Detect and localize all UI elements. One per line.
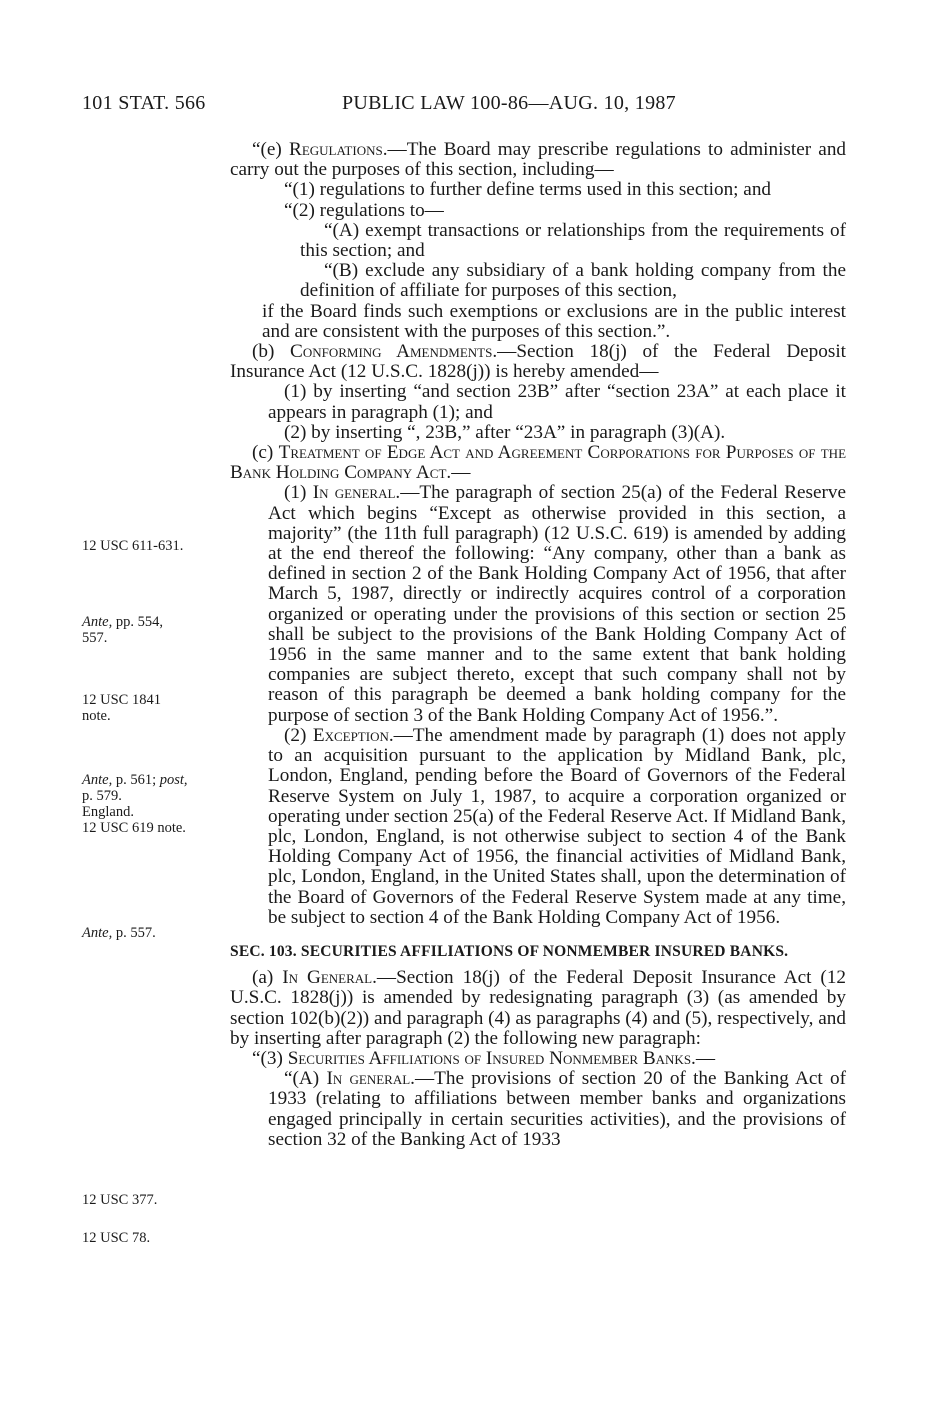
statute-page-number: 101 STAT. 566: [82, 92, 206, 114]
subparagraph-a3a-heading: In general.: [326, 1068, 415, 1090]
page-header: [82, 92, 900, 122]
section-103-heading: SEC. 103. SECURITIES AFFILIATIONS OF NONMEMBER INSURED BANKS.: [230, 942, 789, 960]
statute-body: [230, 140, 846, 1150]
subparagraph-e2b: “(B) exclude any subsidiary of a bank holding company from the definition of affiliate for purposes of this section,: [300, 260, 846, 302]
paragraph-a3-heading: Securities Affiliations of Insured Nonmember Banks.: [287, 1047, 696, 1069]
subsection-e-tail: if the Board finds such exemptions or exclusions are in the public interest and are consistent with the purposes of this section.”.: [262, 300, 846, 342]
subsection-e-heading: Regulations.: [289, 139, 388, 160]
paragraph-e2: “(2) regulations to—: [284, 199, 444, 221]
margin-note-usc-377: 12 USC 377.: [82, 1192, 158, 1208]
subsection-b: (b) Conforming Amendments.—Section 18(j) of the Federal Deposit Insurance Act (12 U.S.C. 1828(j)) is hereby amended—: [230, 341, 847, 383]
subsection-c-heading: Treatment of Edge Act and Agreement Corporations for Purposes of the Bank Holding Company Act.: [230, 442, 847, 484]
margin-note-ante-554: Ante, pp. 554, 557.: [82, 614, 163, 646]
paragraph-c1-heading: In general.: [312, 482, 401, 504]
margin-note-usc-78: 12 USC 78.: [82, 1230, 151, 1246]
margin-note-ante-557: Ante, p. 557.: [82, 925, 156, 941]
subsection-a-heading: In General.: [282, 967, 377, 989]
margin-note-usc-1841: 12 USC 1841 note.: [82, 692, 161, 724]
paragraph-e1: “(1) regulations to further define terms used in this section; and: [284, 179, 772, 201]
public-law-title: PUBLIC LAW 100-86—AUG. 10, 1987: [342, 92, 676, 114]
subparagraph-a3a: “(A) In general.—The provisions of section 20 of the Banking Act of 1933 (relating to affiliations between member banks and organizations engaged principally in certain securities activities), and the provisions of section 32 of the Banking Act of 1933: [268, 1068, 846, 1150]
margin-note-usc-611: 12 USC 611-631.: [82, 538, 184, 554]
paragraph-b2: (2) by inserting “, 23B,” after “23A” in paragraph (3)(A).: [284, 421, 726, 443]
paragraph-b1: (1) by inserting “and section 23B” after “section 23A” at each place it appears in paragraph (1); and: [268, 381, 846, 423]
paragraph-c2-heading: Exception.: [312, 724, 394, 746]
margin-note-ante-561: Ante, p. 561; post, p. 579. England. 12 USC 619 note.: [82, 772, 188, 836]
paragraph-a3: “(3) Securities Affiliations of Insured Nonmember Banks.—: [252, 1047, 716, 1069]
paragraph-c2: (2) Exception.—The amendment made by paragraph (1) does not apply to an acquisition pursuant to the application by Midland Bank, plc, London, England, pending before the Board of Governors of the Federal Reserve System on July 1, 1987, to acquire a corporation organized or operating under section 25(a) of the Federal Reserve Act. If Midland Bank, plc, London, England, is not otherwise subject to section 4 of the Bank Holding Company Act of 1956, the financial activities of Midland Bank, plc, London, England, in the United States shall, upon the determination of the Board of Governors of the Federal Reserve System made at any time, be subject to section 4 of the Bank Holding Company Act of 1956.: [268, 724, 846, 928]
subsection-e: “(e) Regulations.—The Board may prescribe regulations to administer and carry out the purposes of this section, including—: [230, 139, 847, 181]
paragraph-c1: (1) In general.—The paragraph of section 25(a) of the Federal Reserve Act which begins “Except as otherwise provided in this section, a majority” (the 11th full paragraph) (12 U.S.C. 619) is amended by adding at the end thereof the following: “Any company, other than a bank as defined in section 2 of the Bank Holding Company Act of 1956, that after March 5, 1987, directly or indirectly acquires control of a corporation organized or operating under the provisions of this section or section 25 shall be subject to the provisions of the Bank Holding Company Act of 1956 in the same manner and to the same extent that bank holding companies are subject thereto, except that such company shall not by reason of this paragraph be deemed a bank holding company for the purpose of section 3 of the Bank Holding Company Act of 1956.”.: [268, 482, 847, 726]
subparagraph-e2a: “(A) exempt transactions or relationships from the requirements of this section; and: [300, 219, 846, 262]
subsection-b-heading: Conforming Amendments.: [290, 341, 498, 363]
subsection-a: (a) In General.—Section 18(j) of the Federal Deposit Insurance Act (12 U.S.C. 1828(j)) is amended by redesignating paragraph (3) (as amended by section 102(b)(2)) and paragraph (4) as paragraphs (4) and (5), respectively, and by inserting after paragraph (2) the following new paragraph:: [230, 967, 847, 1049]
subsection-c: (c) Treatment of Edge Act and Agreement Corporations for Purposes of the Bank Holding Company Act.—: [230, 442, 847, 484]
